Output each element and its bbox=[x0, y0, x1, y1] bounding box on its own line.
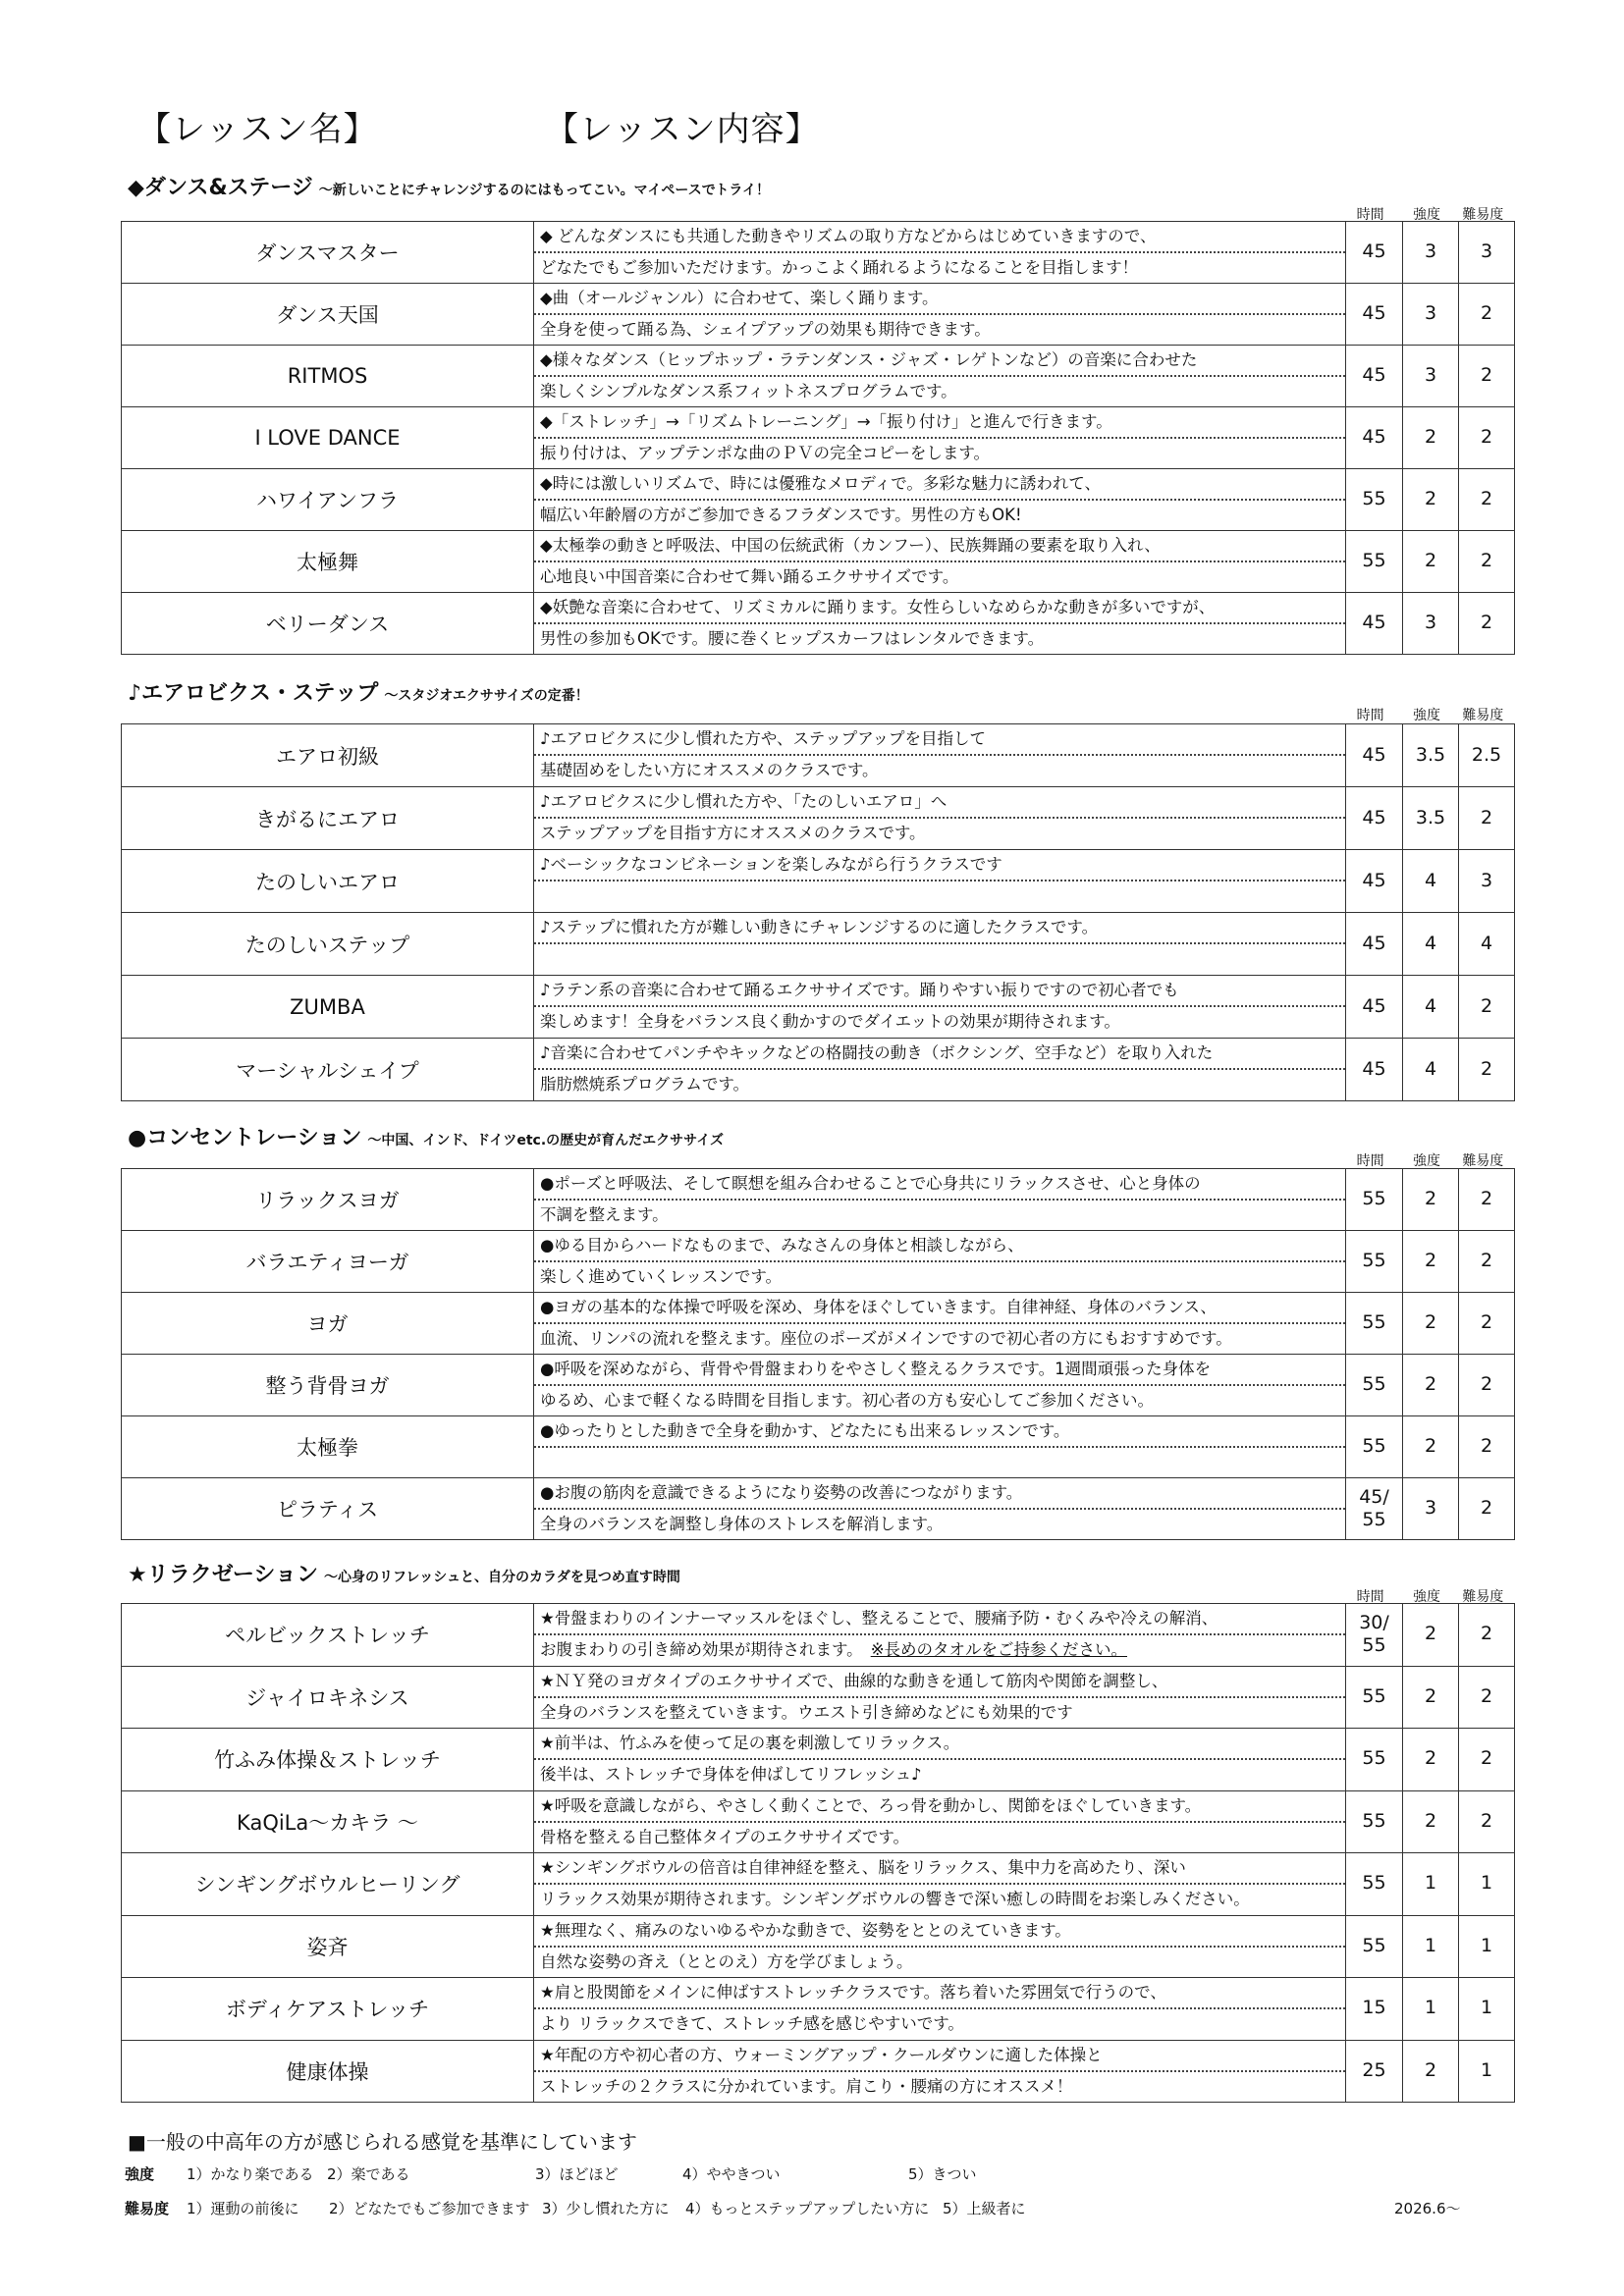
description-line-2 bbox=[534, 2072, 1345, 2102]
lesson-intensity: 2 bbox=[1403, 1666, 1459, 1729]
description-line-2 bbox=[534, 439, 1345, 468]
section-subtitle: ～中国、インド、ドイツetc.の歴史が育んだエクササイズ bbox=[367, 1133, 725, 1148]
section-title-text: ♪エアロビクス・ステップ bbox=[128, 681, 379, 706]
lesson-name: 竹ふみ体操＆ストレッチ bbox=[122, 1729, 534, 1791]
column-header-intensity: 強度 bbox=[1412, 1589, 1440, 1605]
description-line-1: ★骨盤まわりのインナーマッスルをほぐし、整えることで、腰痛予防・むくみや冷えの解消、 bbox=[534, 1604, 1345, 1635]
lesson-time-value: 45/55 bbox=[1359, 1486, 1389, 1530]
description-line-2-text: 幅広い年齢層の方がご参加できるフラダンスです。男性の方もOK! bbox=[540, 506, 1022, 524]
lesson-name: 太極舞 bbox=[122, 531, 534, 593]
description-line-1: ♪ステップに慣れた方が難しい動きにチャレンジするのに適したクラスです。 bbox=[534, 913, 1345, 944]
column-header-intensity: 強度 bbox=[1412, 708, 1440, 723]
lesson-time: 45 bbox=[1346, 1039, 1403, 1101]
lesson-intensity: 4 bbox=[1403, 913, 1459, 976]
lesson-row bbox=[122, 787, 1515, 850]
description-line-2 bbox=[534, 881, 1345, 911]
description-line-2-text: 振り付けは、アップテンポな曲のＰＶの完全コピーをします。 bbox=[540, 444, 991, 462]
lesson-row bbox=[122, 1915, 1515, 1978]
intensity-level: 1）かなり楽である bbox=[187, 2165, 314, 2183]
section-subtitle: ～心身のリフレッシュと、自分のカラダを見つめ直す時間 bbox=[323, 1570, 680, 1585]
section-title bbox=[128, 1558, 680, 1588]
lesson-description bbox=[534, 1355, 1346, 1416]
column-headers bbox=[1342, 705, 1511, 724]
lesson-difficulty: 4 bbox=[1459, 913, 1515, 976]
lesson-intensity: 1 bbox=[1403, 1853, 1459, 1916]
description-line-1: ★シンギングボウルの倍音は自律神経を整え、脳をリラックス、集中力を高めたり、深い bbox=[534, 1853, 1345, 1885]
lesson-row bbox=[122, 1604, 1515, 1667]
lesson-row bbox=[122, 1478, 1515, 1540]
column-header-difficulty: 難易度 bbox=[1462, 1153, 1504, 1169]
lesson-intensity: 2 bbox=[1403, 1355, 1459, 1416]
lesson-time: 45 bbox=[1346, 407, 1403, 469]
lesson-name: ヨガ bbox=[122, 1293, 534, 1355]
description-line-2-text: 骨格を整える自己整体タイプのエクササイズです。 bbox=[540, 1827, 910, 1846]
description-line-1: ★年配の方や初心者の方、ウォーミングアップ・クールダウンに適した体操と bbox=[534, 2041, 1345, 2072]
difficulty-level: 4）もっとステップアップしたい方に bbox=[685, 2200, 930, 2217]
section-title-text: ◆ダンス&ステージ bbox=[128, 176, 313, 200]
lesson-intensity: 3 bbox=[1403, 222, 1459, 284]
description-line-2 bbox=[534, 1885, 1345, 1914]
lesson-time: 55 bbox=[1346, 1293, 1403, 1355]
lesson-time: 55 bbox=[1346, 469, 1403, 531]
towel-note: ※長めのタオルをご持参ください。 bbox=[870, 1640, 1128, 1659]
lesson-description bbox=[534, 1478, 1346, 1540]
lesson-description bbox=[534, 1853, 1346, 1916]
lesson-time: 45 bbox=[1346, 913, 1403, 976]
lesson-name: シンギングボウルヒーリング bbox=[122, 1853, 534, 1916]
lesson-difficulty: 3 bbox=[1459, 222, 1515, 284]
lesson-difficulty: 2 bbox=[1459, 1790, 1515, 1853]
lesson-intensity: 2 bbox=[1403, 2040, 1459, 2103]
column-header-intensity: 強度 bbox=[1412, 207, 1440, 223]
description-line-2-text: より リラックスできて、ストレッチ感を感じやすいです。 bbox=[540, 2014, 964, 2033]
lesson-difficulty: 1 bbox=[1459, 1915, 1515, 1978]
intensity-level: 3）ほどほど bbox=[535, 2165, 619, 2183]
lesson-row bbox=[122, 850, 1515, 913]
description-line-2-text: 基礎固めをしたい方にオススメのクラスです。 bbox=[540, 761, 879, 779]
lesson-name: I LOVE DANCE bbox=[122, 407, 534, 469]
description-line-2 bbox=[534, 501, 1345, 530]
lesson-time: 45 bbox=[1346, 284, 1403, 346]
lesson-time: 55 bbox=[1346, 531, 1403, 593]
description-line-1: ★前半は、竹ふみを使って足の裏を刺激してリラックス。 bbox=[534, 1729, 1345, 1760]
description-line-2 bbox=[534, 315, 1345, 345]
description-line-2-text: 男性の参加もOKです。腰に巻くヒップスカーフはレンタルできます。 bbox=[540, 629, 1045, 648]
lesson-description bbox=[534, 531, 1346, 593]
column-header-difficulty: 難易度 bbox=[1462, 708, 1504, 723]
description-line-1: ●呼吸を深めながら、背骨や骨盤まわりをやさしく整えるクラスです。1週間頑張った身体を bbox=[534, 1355, 1345, 1386]
lesson-intensity: 2 bbox=[1403, 1169, 1459, 1231]
lesson-intensity: 2 bbox=[1403, 1604, 1459, 1667]
lesson-name: RITMOS bbox=[122, 346, 534, 407]
lesson-time: 55 bbox=[1346, 1853, 1403, 1916]
description-line-2-text: 全身を使って踊る為、シェイプアップの効果も期待できます。 bbox=[540, 320, 991, 339]
description-line-1: ★無理なく、痛みのないゆるやかな動きで、姿勢をととのえていきます。 bbox=[534, 1916, 1345, 1948]
description-line-1: ◆妖艶な音楽に合わせて、リズミカルに踊ります。女性らしいなめらかな動きが多いですが、 bbox=[534, 593, 1345, 624]
lesson-difficulty: 1 bbox=[1459, 1978, 1515, 2041]
lesson-description bbox=[534, 1978, 1346, 2041]
lesson-row bbox=[122, 1039, 1515, 1101]
lesson-description bbox=[534, 469, 1346, 531]
description-line-2 bbox=[534, 756, 1345, 785]
lesson-intensity: 3 bbox=[1403, 1478, 1459, 1540]
lesson-row bbox=[122, 469, 1515, 531]
lesson-row bbox=[122, 1790, 1515, 1853]
lesson-description bbox=[534, 1169, 1346, 1231]
lesson-time: 45 bbox=[1346, 976, 1403, 1039]
lesson-name: ダンスマスター bbox=[122, 222, 534, 284]
lesson-description bbox=[534, 976, 1346, 1039]
lesson-intensity: 2 bbox=[1403, 407, 1459, 469]
lesson-time: 45 bbox=[1346, 593, 1403, 655]
lesson-intensity: 2 bbox=[1403, 1729, 1459, 1791]
description-line-2 bbox=[534, 944, 1345, 974]
description-line-1: ◆ どんなダンスにも共通した動きやリズムの取り方などからはじめていきますので、 bbox=[534, 222, 1345, 253]
lesson-time: 55 bbox=[1346, 1790, 1403, 1853]
lesson-description bbox=[534, 2040, 1346, 2103]
lesson-description bbox=[534, 222, 1346, 284]
lesson-difficulty: 2 bbox=[1459, 593, 1515, 655]
lesson-row bbox=[122, 593, 1515, 655]
lesson-name: ハワイアンフラ bbox=[122, 469, 534, 531]
lesson-time bbox=[1346, 1478, 1403, 1540]
effective-date: 2026.6～ bbox=[1394, 2200, 1461, 2217]
lesson-intensity: 4 bbox=[1403, 976, 1459, 1039]
lesson-description bbox=[534, 913, 1346, 976]
lesson-time: 45 bbox=[1346, 787, 1403, 850]
lesson-row bbox=[122, 407, 1515, 469]
lesson-name: マーシャルシェイプ bbox=[122, 1039, 534, 1101]
lesson-description bbox=[534, 1790, 1346, 1853]
lesson-time: 55 bbox=[1346, 1355, 1403, 1416]
lesson-description bbox=[534, 1416, 1346, 1478]
lesson-description bbox=[534, 1729, 1346, 1791]
description-line-1: ★肩と股関節をメインに伸ばすストレッチクラスです。落ち着いた雰囲気で行うので、 bbox=[534, 1978, 1345, 2009]
description-line-2-text: 不調を整えます。 bbox=[540, 1205, 669, 1224]
difficulty-level: 5）上級者に bbox=[943, 2200, 1026, 2217]
lesson-name: KaQiLa～カキラ ～ bbox=[122, 1790, 534, 1853]
description-line-2 bbox=[534, 1510, 1345, 1539]
lesson-name: ベリーダンス bbox=[122, 593, 534, 655]
lesson-name-header: 【レッスン名】 bbox=[137, 110, 378, 149]
lesson-difficulty: 1 bbox=[1459, 2040, 1515, 2103]
lesson-time: 55 bbox=[1346, 1169, 1403, 1231]
lesson-row bbox=[122, 724, 1515, 787]
description-line-2 bbox=[534, 1760, 1345, 1789]
lesson-time: 45 bbox=[1346, 222, 1403, 284]
lesson-row bbox=[122, 346, 1515, 407]
lesson-row bbox=[122, 976, 1515, 1039]
description-line-2 bbox=[534, 819, 1345, 848]
lesson-name: ボディケアストレッチ bbox=[122, 1978, 534, 2041]
description-line-1: ♪ラテン系の音楽に合わせて踊るエクササイズです。踊りやすい振りですので初心者でも bbox=[534, 976, 1345, 1007]
description-line-1: ●ポーズと呼吸法、そして瞑想を組み合わせることで心身共にリラックスさせ、心と身体の bbox=[534, 1169, 1345, 1201]
lesson-description bbox=[534, 1604, 1346, 1667]
description-line-1: ●ヨガの基本的な体操で呼吸を深め、身体をほぐしていきます。自律神経、身体のバランス、 bbox=[534, 1293, 1345, 1324]
lesson-name: たのしいエアロ bbox=[122, 850, 534, 913]
lesson-name: 姿斉 bbox=[122, 1915, 534, 1978]
lesson-intensity: 2 bbox=[1403, 469, 1459, 531]
lesson-row bbox=[122, 913, 1515, 976]
intensity-level: 5）きつい bbox=[908, 2165, 977, 2183]
lesson-intensity: 2 bbox=[1403, 1790, 1459, 1853]
lesson-description bbox=[534, 787, 1346, 850]
lesson-name: エアロ初級 bbox=[122, 724, 534, 787]
lesson-row bbox=[122, 1231, 1515, 1293]
description-line-2-text: 全身のバランスを調整し身体のストレスを解消します。 bbox=[540, 1515, 944, 1533]
lesson-time: 45 bbox=[1346, 724, 1403, 787]
description-line-2-text: どなたでもご参加いただけます。かっこよく踊れるようになることを目指します！ bbox=[540, 258, 1139, 277]
lesson-intensity: 2 bbox=[1403, 1293, 1459, 1355]
lesson-row bbox=[122, 1355, 1515, 1416]
description-line-2 bbox=[534, 562, 1345, 592]
lesson-name: ピラティス bbox=[122, 1478, 534, 1540]
lesson-difficulty: 2.5 bbox=[1459, 724, 1515, 787]
description-line-2 bbox=[534, 1070, 1345, 1099]
lesson-time: 45 bbox=[1346, 850, 1403, 913]
lesson-name: ZUMBA bbox=[122, 976, 534, 1039]
description-line-1: ♪エアロビクスに少し慣れた方や、ステップアップを目指して bbox=[534, 724, 1345, 756]
description-line-1: ◆時には激しいリズムで、時には優雅なメロディで。多彩な魅力に誘われて、 bbox=[534, 469, 1345, 501]
difficulty-label: 難易度 bbox=[125, 2200, 170, 2217]
lesson-difficulty: 1 bbox=[1459, 1853, 1515, 1916]
lesson-name: ジャイロキネシス bbox=[122, 1666, 534, 1729]
lesson-row bbox=[122, 1853, 1515, 1916]
description-line-2 bbox=[534, 253, 1345, 283]
lesson-difficulty: 2 bbox=[1459, 531, 1515, 593]
lesson-intensity: 1 bbox=[1403, 1978, 1459, 2041]
description-line-2-text: ステップアップを目指す方にオススメのクラスです。 bbox=[540, 824, 926, 842]
lesson-difficulty: 2 bbox=[1459, 1039, 1515, 1101]
lesson-difficulty: 2 bbox=[1459, 469, 1515, 531]
intensity-level: 2）楽である bbox=[327, 2165, 410, 2183]
lesson-table bbox=[121, 723, 1515, 1101]
section-title-text: ★リラクゼーション bbox=[128, 1563, 318, 1587]
description-line-2-text: 楽しめます！全身をバランス良く動かすのでダイエットの効果が期待されます。 bbox=[540, 1012, 1120, 1031]
lesson-name: 健康体操 bbox=[122, 2040, 534, 2103]
description-line-2-text: 脂肪燃焼系プログラムです。 bbox=[540, 1075, 750, 1094]
lesson-row bbox=[122, 1416, 1515, 1478]
lesson-name: 太極拳 bbox=[122, 1416, 534, 1478]
lesson-difficulty: 2 bbox=[1459, 1478, 1515, 1540]
lesson-intensity: 2 bbox=[1403, 531, 1459, 593]
lesson-intensity: 2 bbox=[1403, 1231, 1459, 1293]
column-headers bbox=[1342, 1150, 1511, 1170]
description-line-2-text: 楽しくシンプルなダンス系フィットネスプログラムです。 bbox=[540, 382, 957, 400]
lesson-time: 15 bbox=[1346, 1978, 1403, 2041]
description-line-1: ◆「ストレッチ」→「リズムトレーニング」→「振り付け」と進んで行きます。 bbox=[534, 407, 1345, 439]
description-line-2 bbox=[534, 624, 1345, 654]
column-header-difficulty: 難易度 bbox=[1462, 1589, 1504, 1605]
section-subtitle: ～新しいことにチャレンジするのにはもってこい。マイペースでトライ！ bbox=[318, 183, 770, 198]
lesson-time: 25 bbox=[1346, 2040, 1403, 2103]
lesson-intensity: 3 bbox=[1403, 284, 1459, 346]
description-line-2 bbox=[534, 1635, 1345, 1665]
lesson-row bbox=[122, 1978, 1515, 2041]
lesson-time: 55 bbox=[1346, 1666, 1403, 1729]
column-header-time: 時間 bbox=[1356, 1589, 1384, 1605]
lesson-content-header: 【レッスン内容】 bbox=[545, 110, 820, 149]
lesson-intensity: 3 bbox=[1403, 593, 1459, 655]
lesson-difficulty: 2 bbox=[1459, 976, 1515, 1039]
description-line-2 bbox=[534, 1698, 1345, 1728]
lesson-description bbox=[534, 1915, 1346, 1978]
lesson-intensity: 2 bbox=[1403, 1416, 1459, 1478]
lesson-time: 55 bbox=[1346, 1729, 1403, 1791]
lesson-row bbox=[122, 222, 1515, 284]
description-line-2-text: お腹まわりの引き締め効果が期待されます。 bbox=[540, 1640, 863, 1659]
description-line-2-text: ゆるめ、心まで軽くなる時間を目指します。初心者の方も安心してご参加ください。 bbox=[540, 1391, 1155, 1410]
lesson-row bbox=[122, 2040, 1515, 2103]
description-line-2 bbox=[534, 1007, 1345, 1037]
lesson-time: 55 bbox=[1346, 1416, 1403, 1478]
description-line-1: ◆曲（オールジャンル）に合わせて、楽しく踊ります。 bbox=[534, 284, 1345, 315]
lesson-name: 整う背骨ヨガ bbox=[122, 1355, 534, 1416]
description-line-2-text: 自然な姿勢の斉え（ととのえ）方を学びましょう。 bbox=[540, 1951, 913, 1971]
column-header-difficulty: 難易度 bbox=[1462, 207, 1504, 223]
lesson-intensity: 4 bbox=[1403, 1039, 1459, 1101]
lesson-name: リラックスヨガ bbox=[122, 1169, 534, 1231]
description-line-1: ●ゆる目からハードなものまで、みなさんの身体と相談しながら、 bbox=[534, 1231, 1345, 1262]
lesson-difficulty: 2 bbox=[1459, 1231, 1515, 1293]
section-subtitle: ～スタジオエクササイズの定番！ bbox=[384, 688, 589, 704]
description-line-2-text: 後半は、ストレッチで身体を伸ばしてリフレッシュ♪ bbox=[540, 1765, 922, 1784]
lesson-difficulty: 2 bbox=[1459, 284, 1515, 346]
lesson-description bbox=[534, 407, 1346, 469]
difficulty-level: 1）運動の前後に bbox=[187, 2200, 299, 2217]
lesson-intensity: 3.5 bbox=[1403, 724, 1459, 787]
lesson-description bbox=[534, 724, 1346, 787]
description-line-2 bbox=[534, 1823, 1345, 1852]
lesson-intensity: 3 bbox=[1403, 346, 1459, 407]
description-line-2-text: 血流、リンパの流れを整えます。座位のポーズがメインですので初心者の方にもおすすめです。 bbox=[540, 1329, 1232, 1348]
description-line-2-text: 楽しく進めていくレッスンです。 bbox=[540, 1267, 783, 1286]
description-line-1: ♪エアロビクスに少し慣れた方や、「たのしいエアロ」へ bbox=[534, 787, 1345, 819]
lesson-description bbox=[534, 346, 1346, 407]
lesson-description bbox=[534, 1293, 1346, 1355]
lesson-row bbox=[122, 1666, 1515, 1729]
lesson-table bbox=[121, 1603, 1515, 2103]
lesson-table bbox=[121, 1168, 1515, 1540]
description-line-2 bbox=[534, 1386, 1345, 1415]
lesson-row bbox=[122, 1169, 1515, 1231]
lesson-intensity: 4 bbox=[1403, 850, 1459, 913]
lesson-time: 45 bbox=[1346, 346, 1403, 407]
column-header-time: 時間 bbox=[1356, 207, 1384, 223]
lesson-difficulty: 2 bbox=[1459, 1604, 1515, 1667]
description-line-2 bbox=[534, 1324, 1345, 1354]
description-line-2-text: 心地良い中国音楽に合わせて舞い踊るエクササイズです。 bbox=[540, 567, 959, 586]
lesson-time: 55 bbox=[1346, 1915, 1403, 1978]
description-line-2 bbox=[534, 2009, 1345, 2039]
description-line-1: ●お腹の筋肉を意識できるようになり姿勢の改善につながります。 bbox=[534, 1478, 1345, 1510]
description-line-1: ♪ベーシックなコンビネーションを楽しみながら行うクラスです bbox=[534, 850, 1345, 881]
section-title bbox=[128, 171, 770, 201]
lesson-table bbox=[121, 221, 1515, 655]
description-line-2 bbox=[534, 1201, 1345, 1230]
description-line-2-text: ストレッチの２クラスに分かれています。肩こり・腰痛の方にオススメ！ bbox=[540, 2076, 1073, 2096]
description-line-2-text: リラックス効果が期待されます。シンギングボウルの響きで深い癒しの時間をお楽しみください。 bbox=[540, 1890, 1250, 1908]
description-line-2-text: 全身のバランスを整えていきます。ウエスト引き締めなどにも効果的です bbox=[540, 1702, 1073, 1722]
lesson-description bbox=[534, 850, 1346, 913]
lesson-row bbox=[122, 284, 1515, 346]
basis-note: ■一般の中高年の方が感じられる感覚を基準にしています bbox=[128, 2130, 637, 2154]
lesson-description bbox=[534, 1039, 1346, 1101]
lesson-name: たのしいステップ bbox=[122, 913, 534, 976]
difficulty-level: 2）どなたでもご参加できます bbox=[329, 2200, 530, 2217]
lesson-time: 55 bbox=[1346, 1231, 1403, 1293]
description-line-1: ◆様々なダンス（ヒップホップ・ラテンダンス・ジャズ・レゲトンなど）の音楽に合わせた bbox=[534, 346, 1345, 377]
lesson-intensity: 3.5 bbox=[1403, 787, 1459, 850]
section-title bbox=[128, 676, 589, 707]
intensity-label: 強度 bbox=[125, 2165, 155, 2183]
section-title-text: ●コンセントレーション bbox=[128, 1126, 362, 1150]
column-header-intensity: 強度 bbox=[1412, 1153, 1440, 1169]
description-line-1: ♪音楽に合わせてパンチやキックなどの格闘技の動き（ボクシング、空手など）を取り入れた bbox=[534, 1039, 1345, 1070]
lesson-row bbox=[122, 1293, 1515, 1355]
description-line-1: ★呼吸を意識しながら、やさしく動くことで、ろっ骨を動かし、関節をほぐしていきます。 bbox=[534, 1791, 1345, 1823]
lesson-name: バラエティヨーガ bbox=[122, 1231, 534, 1293]
description-line-2 bbox=[534, 1448, 1345, 1477]
lesson-name: きがるにエアロ bbox=[122, 787, 534, 850]
lesson-description bbox=[534, 593, 1346, 655]
lesson-row bbox=[122, 531, 1515, 593]
lesson-description bbox=[534, 284, 1346, 346]
column-header-time: 時間 bbox=[1356, 708, 1384, 723]
lesson-name: ダンス天国 bbox=[122, 284, 534, 346]
description-line-1: ●ゆったりとした動きで全身を動かす、どなたにも出来るレッスンです。 bbox=[534, 1416, 1345, 1448]
section-title bbox=[128, 1121, 724, 1151]
lesson-intensity: 1 bbox=[1403, 1915, 1459, 1978]
lesson-difficulty: 2 bbox=[1459, 1355, 1515, 1416]
description-line-1: ★ＮＹ発のヨガタイプのエクササイズで、曲線的な動きを通して筋肉や関節を調整し、 bbox=[534, 1667, 1345, 1698]
lesson-difficulty: 2 bbox=[1459, 346, 1515, 407]
lesson-difficulty: 2 bbox=[1459, 1416, 1515, 1478]
lesson-difficulty: 2 bbox=[1459, 407, 1515, 469]
lesson-difficulty: 2 bbox=[1459, 787, 1515, 850]
lesson-description bbox=[534, 1231, 1346, 1293]
lesson-difficulty: 2 bbox=[1459, 1729, 1515, 1791]
difficulty-level: 3）少し慣れた方に bbox=[542, 2200, 670, 2217]
lesson-time bbox=[1346, 1604, 1403, 1667]
lesson-time-value: 30/55 bbox=[1359, 1612, 1389, 1657]
column-header-time: 時間 bbox=[1356, 1153, 1384, 1169]
lesson-description bbox=[534, 1666, 1346, 1729]
lesson-difficulty: 3 bbox=[1459, 850, 1515, 913]
lesson-row bbox=[122, 1729, 1515, 1791]
intensity-level: 4）ややきつい bbox=[682, 2165, 781, 2183]
description-line-1: ◆太極拳の動きと呼吸法、中国の伝統武術（カンフー）、民族舞踊の要素を取り入れ、 bbox=[534, 531, 1345, 562]
lesson-difficulty: 2 bbox=[1459, 1293, 1515, 1355]
lesson-name: ペルビックストレッチ bbox=[122, 1604, 534, 1667]
lesson-difficulty: 2 bbox=[1459, 1169, 1515, 1231]
lesson-difficulty: 2 bbox=[1459, 1666, 1515, 1729]
description-line-2 bbox=[534, 1948, 1345, 1977]
description-line-2 bbox=[534, 377, 1345, 406]
description-line-2 bbox=[534, 1262, 1345, 1292]
